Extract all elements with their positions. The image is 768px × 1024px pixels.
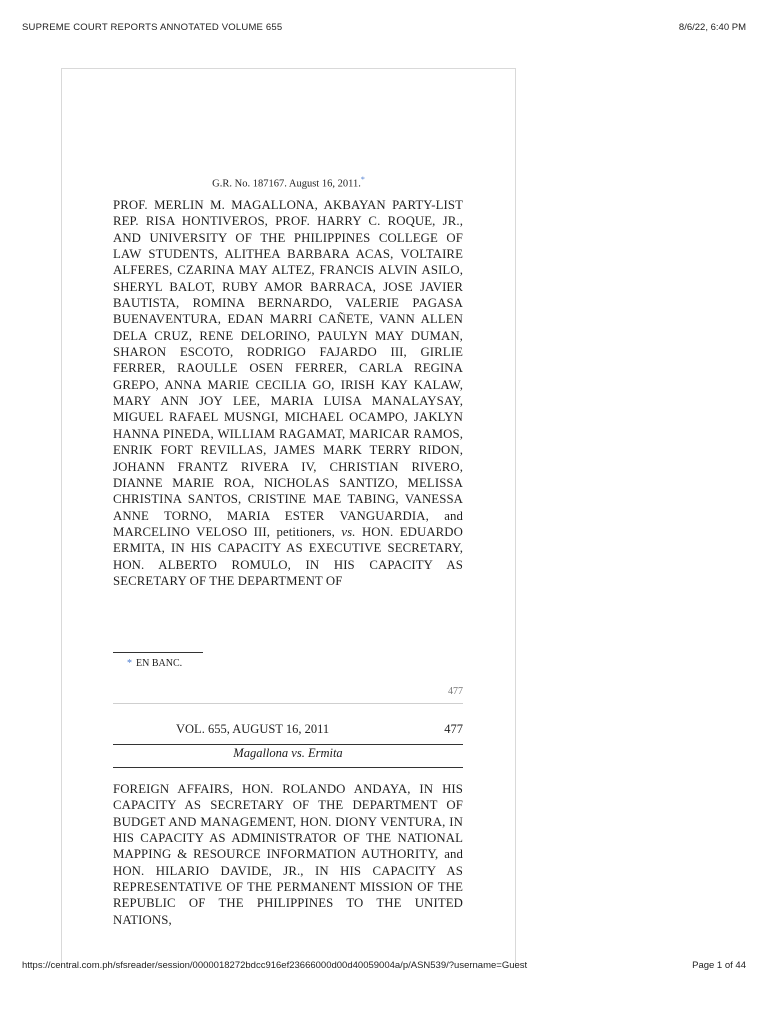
print-footer — [22, 960, 746, 974]
case-title-vs: vs. — [291, 746, 305, 760]
print-header — [22, 22, 746, 36]
document-title: SUPREME COURT REPORTS ANNOTATED VOLUME 655 — [22, 22, 283, 33]
versus-word: vs. — [341, 524, 356, 539]
page-indicator: Page 1 of 44 — [692, 960, 746, 971]
footnote-reference-link[interactable]: * — [360, 175, 365, 184]
case-title — [113, 746, 463, 761]
footnote-text: EN BANC. — [136, 658, 183, 669]
running-head-volume: VOL. 655, AUGUST 16, 2011 — [176, 722, 330, 736]
case-title-petitioner: Magallona — [233, 746, 289, 760]
page-url[interactable]: https://central.com.ph/sfsreader/session/0000018272bdcc916ef23666000d00d40059004a/p/ASN539/?username=Guest — [22, 960, 528, 971]
print-datetime: 8/6/22, 6:40 PM — [678, 22, 746, 33]
page-separator — [113, 703, 463, 704]
gr-number-text: G.R. No. 187167. August 16, 2011. — [212, 178, 361, 190]
page-number-bottom: 477 — [448, 686, 463, 697]
running-head — [113, 722, 463, 740]
case-title-respondent: Ermita — [307, 746, 343, 760]
footnote-divider — [113, 652, 203, 653]
petitioners-text: PROF. MERLIN M. MAGALLONA, AKBAYAN PARTY-LIST REP. RISA HONTIVEROS, PROF. HARRY C. ROQUE, JR., AND UNIVERSITY OF THE PHILIPPINES COLLEGE OF LAW STUDENTS, ALITHEA BARBARA ACAS, VOLTAIRE ALFERES, CZARINA MAY ALTEZ, FRANCIS ALVIN ASILO, SHERYL BALOT, RUBY AMOR BARRACA, JOSE JAVIER BAUTISTA, ROMINA BERNARDO, VALERIE PAGASA BUENAVENTURA, EDAN MARRI CAÑETE, VANN ALLEN DELA CRUZ, RENE DELORINO, PAULYN MAY DUMAN, SHARON ESCOTO, RODRIGO FAJARDO III, GIRLIE FERRER, RAOULLE OSEN FERRER, CARLA REGINA GREPO, ANNA MARIE CECILIA GO, IRISH KAY KALAW, MARY ANN JOY LEE, MARIA LUISA MANALAYSAY, MIGUEL RAFAEL MUSNGI, MICHAEL OCAMPO, JAKLYN HANNA PINEDA, WILLIAM RAGAMAT, MARICAR RAMOS, ENRIK FORT REVILLAS, JAMES MARK TERRY RIDON, JOHANN FRANTZ RIVERA IV, CHRISTIAN RIVERO, DIANNE MARIE ROA, NICHOLAS SANTIZO, MELISSA CHRISTINA SANTOS, CRISTINE MAE TABING, VANESSA ANNE TORNO, MARIA ESTER VANGUARDIA, and MARCELINO VELOSO III, petitioners, — [113, 198, 463, 539]
parties-paragraph — [113, 197, 463, 589]
running-head-page-number: 477 — [444, 722, 463, 736]
respondents-text: HON. EDUARDO ERMITA, IN HIS CAPACITY AS EXECUTIVE SECRETARY, HON. ALBERTO ROMULO, IN HIS CAPACITY AS SECRETARY OF THE DEPARTMENT OF — [113, 524, 463, 588]
running-head-rule-bottom — [113, 767, 463, 768]
running-head-rule-top — [113, 744, 463, 745]
continuation-paragraph: FOREIGN AFFAIRS, HON. ROLANDO ANDAYA, IN HIS CAPACITY AS SECRETARY OF THE DEPARTMENT OF BUDGET AND MANAGEMENT, HON. DIONY VENTURA, IN HIS CAPACITY AS ADMINISTRATOR OF THE NATIONAL MAPPING & RESOURCE INFORMATION AUTHORITY, and HON. HILARIO DAVIDE, JR., IN HIS CAPACITY AS REPRESENTATIVE OF THE PERMANENT MISSION OF THE REPUBLIC OF THE PHILIPPINES TO THE UNITED NATIONS, — [113, 782, 463, 927]
footnote — [127, 658, 182, 669]
footnote-marker-link[interactable]: * — [127, 658, 132, 669]
gr-number-line — [61, 175, 516, 190]
